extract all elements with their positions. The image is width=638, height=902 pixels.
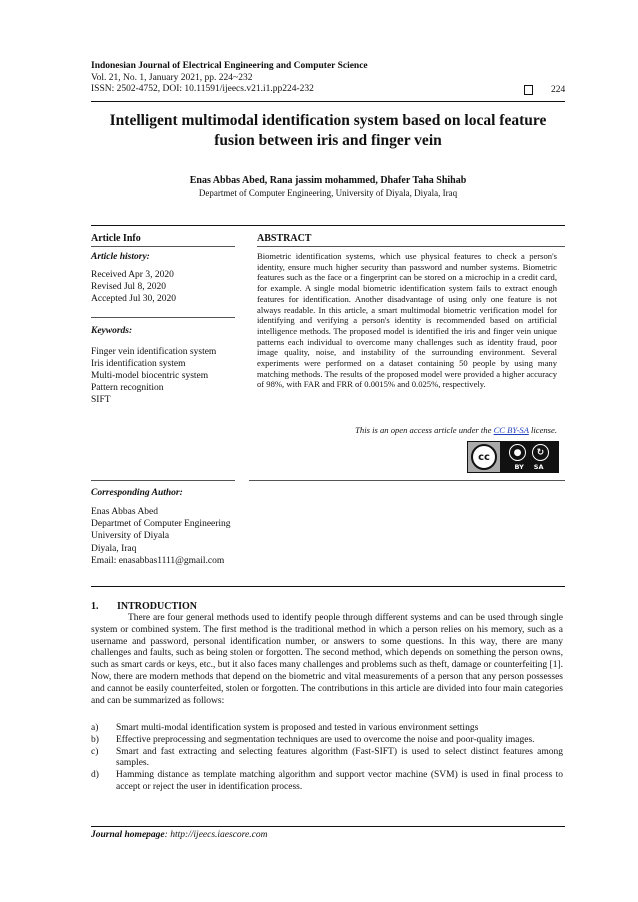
history-list [91, 269, 176, 305]
journal-footer: Journal homepage: http://ijeecs.iaescore.com [91, 830, 268, 840]
history-revised: Revised Jul 8, 2020 [91, 282, 166, 292]
corresponding-name: Enas Abbas Abed [91, 507, 159, 517]
person-icon: ● [509, 444, 526, 461]
cc-by-label: BY [514, 463, 524, 471]
corresponding-top-rule-left [91, 480, 235, 481]
cc-sa-label: SA [533, 463, 544, 471]
footer-url[interactable]: http://ijeecs.iaescore.com [170, 830, 268, 840]
corresponding-university: University of Diyala [91, 531, 170, 542]
journal-header [91, 61, 368, 96]
abstract-text: Biometric identification systems, which use physical features to check a person's identity, ensure much higher security than password and number systems. Biometric features such as the face or a fingerprint can be stored on a microchip in a credit card, for example. A single modal biometric identification system fails to extract enough features for identification. Another disadvantage of using only one feature is not always readable. In this article, a smart multimodal biometric verification model for identifying and verifying a person's identity is recommended based on artificial intelligence methods. The proposed model is identified the iris and finger vein unique patterns each individual to overcome many challenges such as identity fraud, poor image quality, noise, and instability of the surrounding environment. Several experiments were performed on a dataset containing 50 people by using many matching methods. The results of the proposed model were provided a higher accuracy of 98%, with FAR and FRR of 0.0015% and 0.025%, respectively. [257, 251, 557, 390]
journal-volume: Vol. 21, No. 1, January 2021, pp. 224~232 [91, 72, 253, 83]
corresponding-heading: Corresponding Author: [91, 488, 183, 498]
corresponding-location: Diyala, Iraq [91, 543, 137, 554]
footer-rule [91, 826, 565, 827]
cc-license-badge[interactable] [467, 441, 559, 473]
corresponding-email: Email: enasabbas1111@gmail.com [91, 555, 225, 566]
info-top-rule [91, 225, 565, 226]
license-link[interactable]: CC BY-SA [493, 425, 529, 435]
introduction-heading [91, 601, 197, 612]
keyword-item: Finger vein identification system [91, 347, 217, 357]
open-access-prefix: This is an open access article under the [355, 425, 494, 435]
history-rule [91, 317, 235, 318]
corresponding-top-rule-right [249, 480, 565, 481]
keywords-heading: Keywords: [91, 326, 133, 336]
journal-issn: ISSN: 2502-4752, DOI: 10.11591/ijeecs.v21.i1.pp224-232 [91, 84, 314, 94]
article-info-heading: Article Info [91, 233, 141, 244]
list-text: Smart and fast extracting and selecting features algorithm (Fast-SIFT) is used to select distinct features among samples. [116, 746, 563, 769]
introduction-paragraph: There are four general methods used to identify people through different systems and can be used through single system or combined system. The first method is the traditional method in which a person relies on his memory, such as a username and password, personal identification number, or answers to some questions. In this way, there are many challenges and faults, such as being stolen or forgotten. The second method, which depends on something the person owns, such as smart cards or keys, etc., but it also faces many challenges and problems such as theft, damage or counterfeiting [1]. Now, there are modern methods that depend on the biometric and vital measurements of a person that any person possesses and cannot be easily counterfeited, stolen or forgotten. The contributions in this article are divided into four main categories and can be summarized as follows: [91, 613, 563, 706]
journal-name: Indonesian Journal of Electrical Engineering and Computer Science [91, 61, 368, 71]
paper-title: Intelligent multimodal identification system based on local feature fusion between iris and finger vein [109, 112, 547, 149]
share-alike-icon: ↻ [532, 444, 549, 461]
square-icon [524, 85, 533, 95]
list-marker: b) [91, 734, 99, 745]
open-access-suffix: license. [528, 425, 557, 435]
list-text: Hamming distance as template matching algorithm and support vector machine (SVM) is used in final process to accept or reject the user in identification process. [116, 770, 563, 792]
section-title: INTRODUCTION [117, 601, 198, 612]
contributions-list [91, 723, 563, 794]
list-item [91, 747, 563, 771]
keyword-item: Pattern recognition [91, 383, 164, 393]
info-heading-rule [91, 246, 235, 247]
corresponding-dept: Departmet of Computer Engineering [91, 519, 231, 530]
keyword-item: Multi-model biocentric system [91, 371, 209, 381]
keywords-list [91, 346, 241, 406]
corresponding-bottom-rule [91, 586, 565, 587]
list-text: Smart multi-modal identification system is proposed and tested in various environment settings [116, 723, 479, 733]
cc-icon: cc [471, 444, 497, 470]
list-text: Effective preprocessing and segmentation techniques are used to overcome the noise and poor-quality images. [116, 734, 535, 745]
history-heading: Article history: [91, 252, 150, 262]
keyword-item: SIFT [91, 395, 111, 405]
page-number-area [524, 85, 565, 95]
list-marker: a) [91, 723, 99, 733]
list-item [91, 770, 563, 794]
abstract-heading-rule [257, 246, 565, 247]
section-number: 1. [91, 601, 99, 612]
list-marker: c) [91, 746, 99, 757]
paper-affiliation: Departmet of Computer Engineering, University of Diyala, Diyala, Iraq [198, 188, 458, 198]
header-rule [91, 101, 565, 102]
corresponding-details [91, 506, 231, 567]
history-received: Received Apr 3, 2020 [91, 270, 174, 280]
list-item [91, 735, 563, 747]
list-marker: d) [91, 770, 99, 781]
page-number: 224 [551, 85, 566, 95]
introduction-body [91, 613, 563, 707]
keyword-item: Iris identification system [91, 359, 186, 369]
paper-authors: Enas Abbas Abed, Rana jassim mohammed, Dhafer Taha Shihab [189, 175, 467, 186]
abstract-heading: ABSTRACT [257, 233, 312, 244]
open-access-note [257, 425, 557, 435]
history-accepted: Accepted Jul 30, 2020 [91, 294, 176, 304]
list-item [91, 723, 563, 735]
footer-label: Journal homepage [91, 830, 165, 840]
